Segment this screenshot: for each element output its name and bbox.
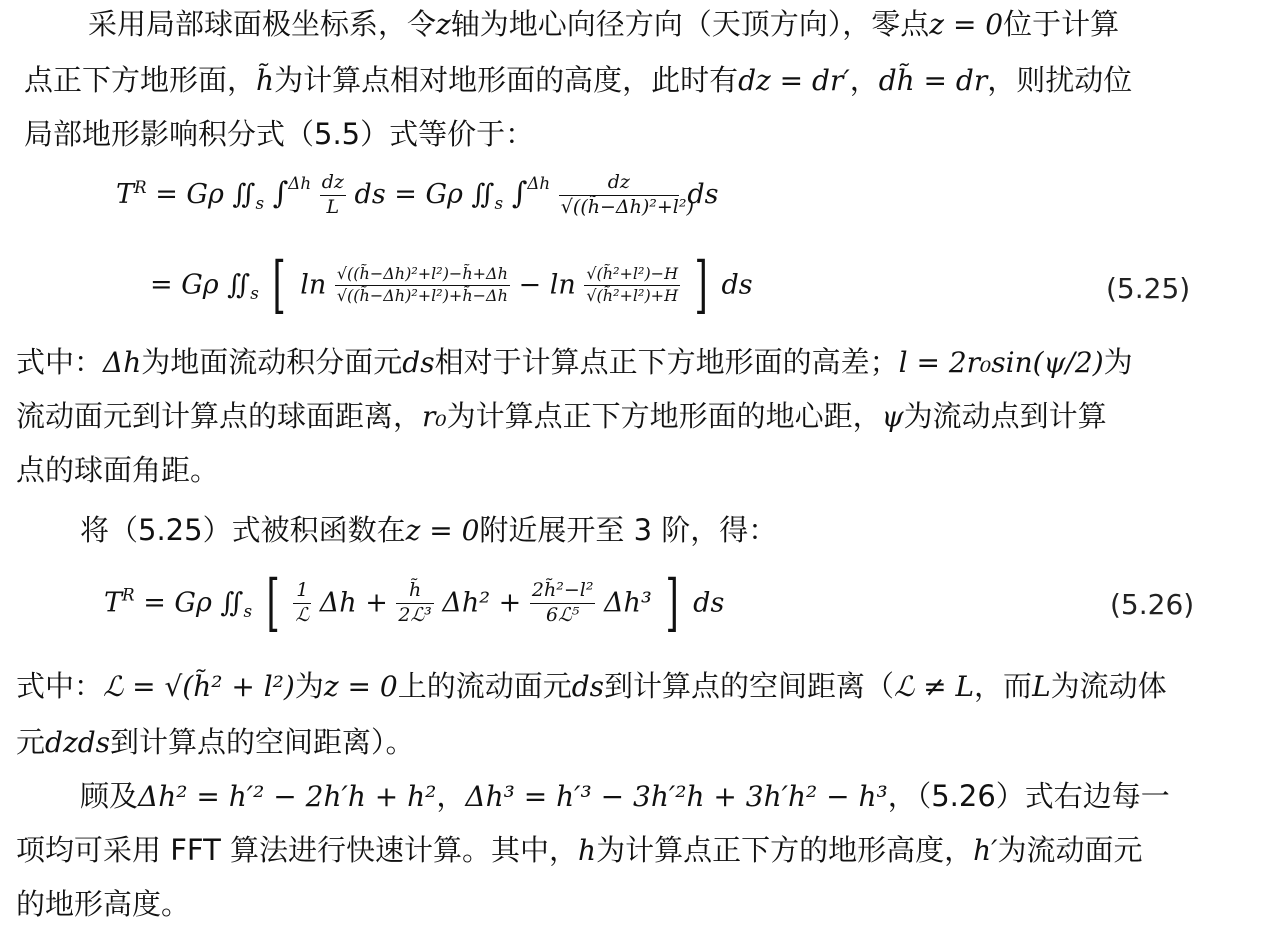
para5-line2 [16,830,1142,871]
math-h: h [578,834,597,867]
right-bracket: ] [694,248,708,321]
fraction [320,172,346,219]
math-l: l = 2r₀sin(ψ/2) [898,346,1104,379]
text: 上的流动面元 [397,669,572,703]
integral-sign: ∫ [511,175,528,211]
para2-line2 [16,396,1107,437]
eq526 [104,566,725,642]
eq-ds: ds [693,587,725,619]
math-r0: r₀ [422,400,447,433]
term: Δh² + [442,587,522,619]
eq-sup: R [134,176,147,197]
frac-num: 1 [293,580,311,604]
eq-lead: = Gρ ∬ [143,587,244,619]
text: 为 [294,669,324,703]
ln: ln [549,269,576,301]
text: 点的球面角距。 [16,453,220,487]
math-z0: z = 0 [405,514,480,547]
text: 轴为地心向径方向（天顶方向），零点 [450,7,930,41]
math-ds: ds [402,346,435,379]
math-neq: ℒ ≠ L [894,670,975,703]
frac-den: √(h̃²+l²)+H [586,285,679,305]
frac-num: √(h̃²+l²)−H [584,265,680,285]
math-z: z [436,8,451,41]
math-z0: z = 0 [323,670,398,703]
eq-ds: ds [687,178,719,210]
math-dh3: Δh³ = h′³ − 3h′²h + 3h′h² − h³ [465,780,888,813]
text: 附近展开至 3 阶，得： [479,513,778,547]
fraction-t1 [293,580,311,627]
fraction [559,172,694,219]
eq525-line2 [150,248,753,330]
text: 相对于计算点正下方地形面的高差； [434,345,899,379]
integral-sign: ∫ [272,175,289,211]
text: 为 [1103,345,1133,379]
int-upper: Δh [288,172,312,193]
text: 的地形高度。 [16,887,191,921]
frac-den: 2ℒ³ [398,603,432,626]
term: Δh³ [604,587,652,619]
left-bracket: [ [272,248,287,321]
int-upper: Δh [527,172,551,193]
equation-number: (5.26) [1110,588,1195,621]
eq-sub: s [255,193,265,214]
math-psi: ψ [881,400,904,433]
math-z0: z = 0 [929,8,1004,41]
text: ，而 [974,669,1033,703]
text: ， [436,779,466,813]
text: 将（5.25）式被积函数在 [80,513,406,547]
fraction-t3 [530,580,596,627]
right-bracket: ] [665,566,680,639]
math-L: L [1032,670,1051,703]
text: 为流动面元 [997,833,1143,867]
fraction-ln1 [335,265,510,305]
math-dh: dh̃ = dr [878,64,988,97]
frac-num: √((h̃−Δh)²+l²)−h̃+Δh [335,265,510,285]
text: 采用局部球面极坐标系，令 [88,7,437,41]
text: 为计算点正下方的地形高度， [596,833,974,867]
para4-line2 [16,722,415,763]
math-ds: ds [571,670,604,703]
para3 [80,510,777,551]
frac-num: 2h̃²−l² [530,580,596,604]
text: ， [849,63,879,97]
eq-sub: s [243,600,253,621]
text: 局部地形影响积分式（5.5）式等价于： [24,117,535,151]
eq-lead: = Gρ ∬ [150,269,251,301]
term: Δh + [319,587,388,619]
text: ，则扰动位 [987,63,1133,97]
text: 式中： [16,669,104,703]
math-hprime: h′ [973,834,998,867]
left-bracket: [ [266,566,280,639]
text: 为地面流动积分面元 [141,345,403,379]
para2-line1 [16,342,1133,383]
eq-part: = Gρ ∬ [394,178,495,210]
eq-sub: s [494,193,504,214]
math-dzds: dzds [45,726,110,759]
text: 到计算点的空间距离）。 [109,725,415,759]
frac-den: √((h̃−Δh)²+l²)+h̃−Δh [336,285,508,305]
text: 顾及 [80,779,139,813]
para1-line1 [88,4,1119,45]
text: 位于计算 [1003,7,1120,41]
eq-sup: R [122,584,135,605]
frac-num: dz [320,172,346,196]
text: 式中： [16,345,104,379]
math-dh: Δh [103,346,142,379]
text: 项均可采用 FFT 算法进行快速计算。其中， [16,833,579,867]
frac-num: h̃ [396,580,433,604]
text: 点正下方地形面， [24,63,257,97]
fraction-ln2 [584,265,680,305]
text: 为计算点相对地形面的高度，此时有 [274,63,739,97]
frac-den: L [326,195,340,218]
text: 到计算点的空间距离（ [604,669,895,703]
text: 流动面元到计算点的球面距离， [16,399,423,433]
math-dh2: Δh² = h′² − 2h′h + h² [138,780,437,813]
para5-line1 [80,776,1170,817]
para1-line3 [24,114,534,154]
frac-den: √((h̃−Δh)²+l²) [560,195,694,218]
eq525-line1 [116,172,719,222]
para1-line2 [24,60,1132,101]
text: 为计算点正下方地形面的地心距， [446,399,882,433]
eq-sub: s [250,282,259,303]
math-L-def: ℒ = √(h̃² + l²) [103,670,295,703]
frac-num: dz [559,172,679,196]
frac-den: 6ℒ⁵ [545,603,580,626]
eq-ds: ds [354,178,386,210]
eq-lhs: T [116,178,135,210]
fraction-t2 [396,580,433,627]
eq-lhs: T [104,587,123,619]
para4-line1 [16,666,1167,707]
para2-line3 [16,450,219,490]
para5-line3 [16,884,190,924]
math-htilde: h̃ [256,64,275,97]
text: 为流动点到计算 [903,399,1107,433]
minus: − [518,269,542,301]
eq-part: = Gρ ∬ [155,178,256,210]
text: 为流动体 [1050,669,1167,703]
text: ，（5.26）式右边每一 [887,779,1170,813]
eq-ds: ds [721,269,753,301]
frac-den: ℒ [295,603,310,626]
text: 元 [16,725,46,759]
ln: ln [300,269,327,301]
equation-number: (5.25) [1106,272,1191,305]
math-dz: dz = dr′ [738,64,850,97]
